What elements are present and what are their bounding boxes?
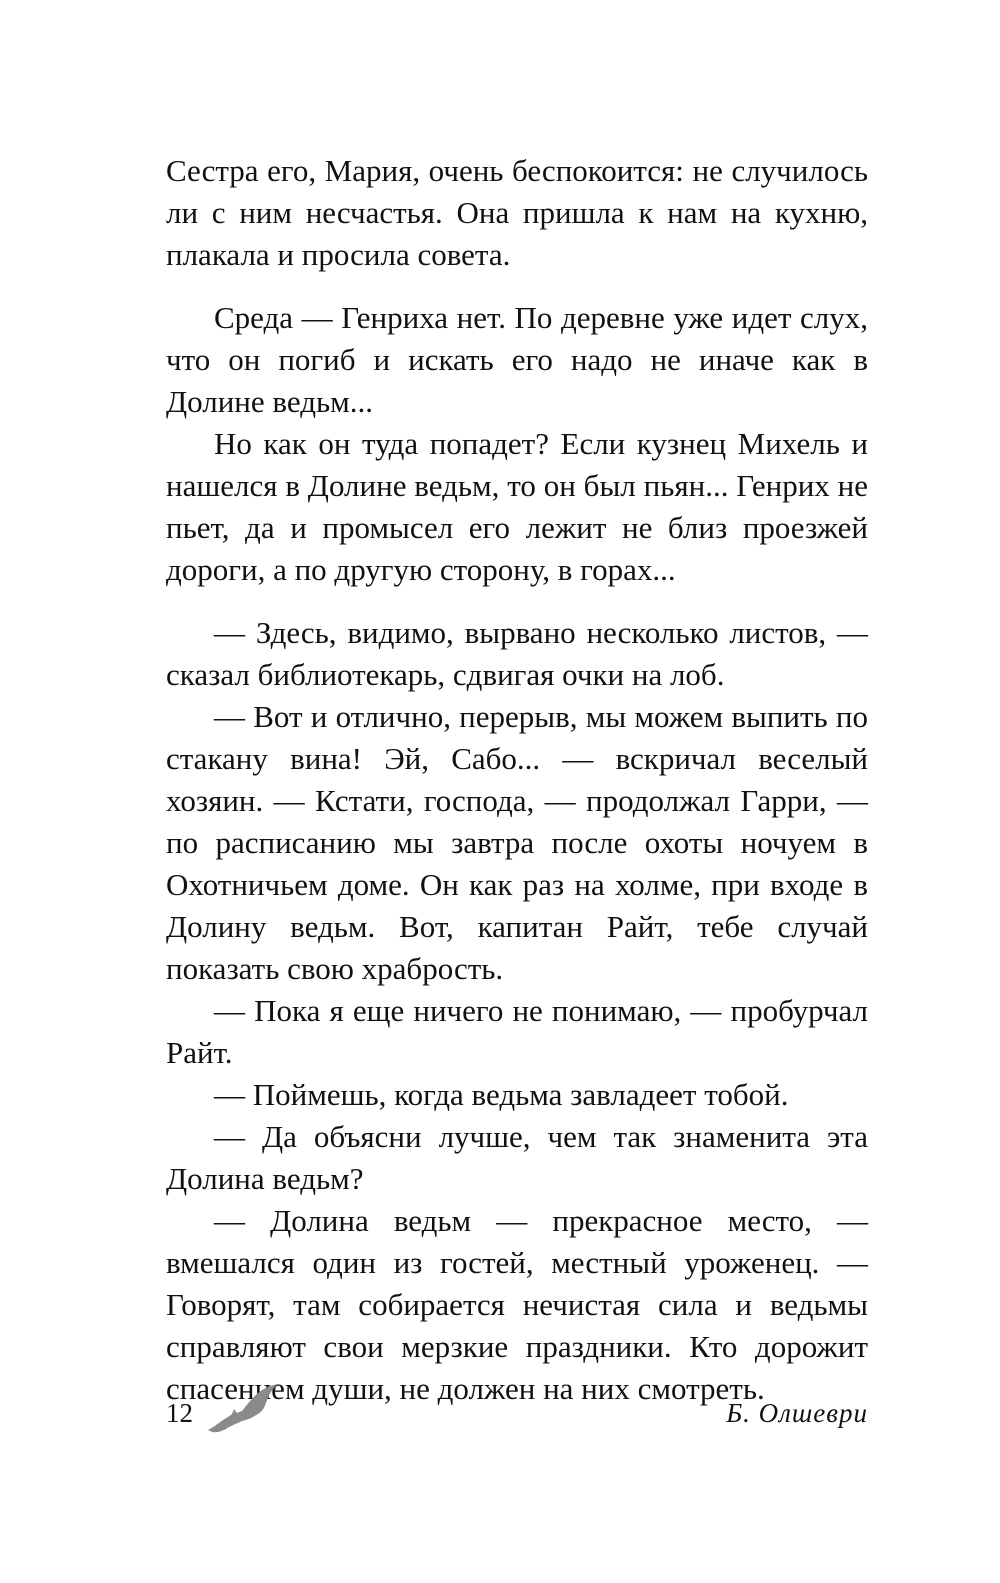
bat-icon <box>206 1384 280 1436</box>
paragraph: Среда — Генриха нет. По деревне уже идет слух, что он погиб и искать его надо не иначе как в Долине ведьм... <box>166 300 868 419</box>
page-number: 12 <box>166 1398 193 1428</box>
dialogue-paragraph: — Здесь, видимо, вырвано несколько листов, — сказал библиотекарь, сдвигая очки на лоб. <box>166 615 868 692</box>
dialogue-paragraph: — Поймешь, когда ведьма завладеет тобой. <box>214 1077 789 1112</box>
bat-icon-shape <box>208 1384 278 1432</box>
page-footer <box>166 1384 868 1444</box>
page-body <box>166 150 868 1410</box>
dialogue-paragraph: — Пока я еще ничего не понимаю, — пробурчал Райт. <box>166 993 868 1070</box>
author-name: Б. Олшеври <box>726 1398 868 1428</box>
dialogue-paragraph: — Вот и отлично, перерыв, мы можем выпить по стакану вина! Эй, Сабо... — вскричал веселый хозяин. — Кстати, господа, — продолжал Гарри, — по расписанию мы завтра после охоты ночуем в Охотничьем доме. Он как раз на холме, при входе в Долину ведьм. Вот, капитан Райт, тебе случай показать свою храбрость. <box>166 699 868 986</box>
dialogue-paragraph: — Да объясни лучше, чем так знаменита эта Долина ведьм? <box>166 1119 868 1196</box>
paragraph: Но как он туда попадет? Если кузнец Михель и нашелся в Долине ведьм, то он был пьян... Генрих не пьет, да и промысел его лежит не близ проезжей дороги, а по другую сторону, в горах... <box>166 426 868 587</box>
dialogue-paragraph: — Долина ведьм — прекрасное место, — вмешался один из гостей, местный уроженец. — Говорят, там собирается нечистая сила и ведьмы справляют свои мерзкие праздники. Кто дорожит спасением души, не должен на них смотреть. <box>166 1203 868 1406</box>
paragraph: Сестра его, Мария, очень беспокоится: не случилось ли с ним несчастья. Она пришла к нам на кухню, плакала и просила совета. <box>166 153 868 272</box>
